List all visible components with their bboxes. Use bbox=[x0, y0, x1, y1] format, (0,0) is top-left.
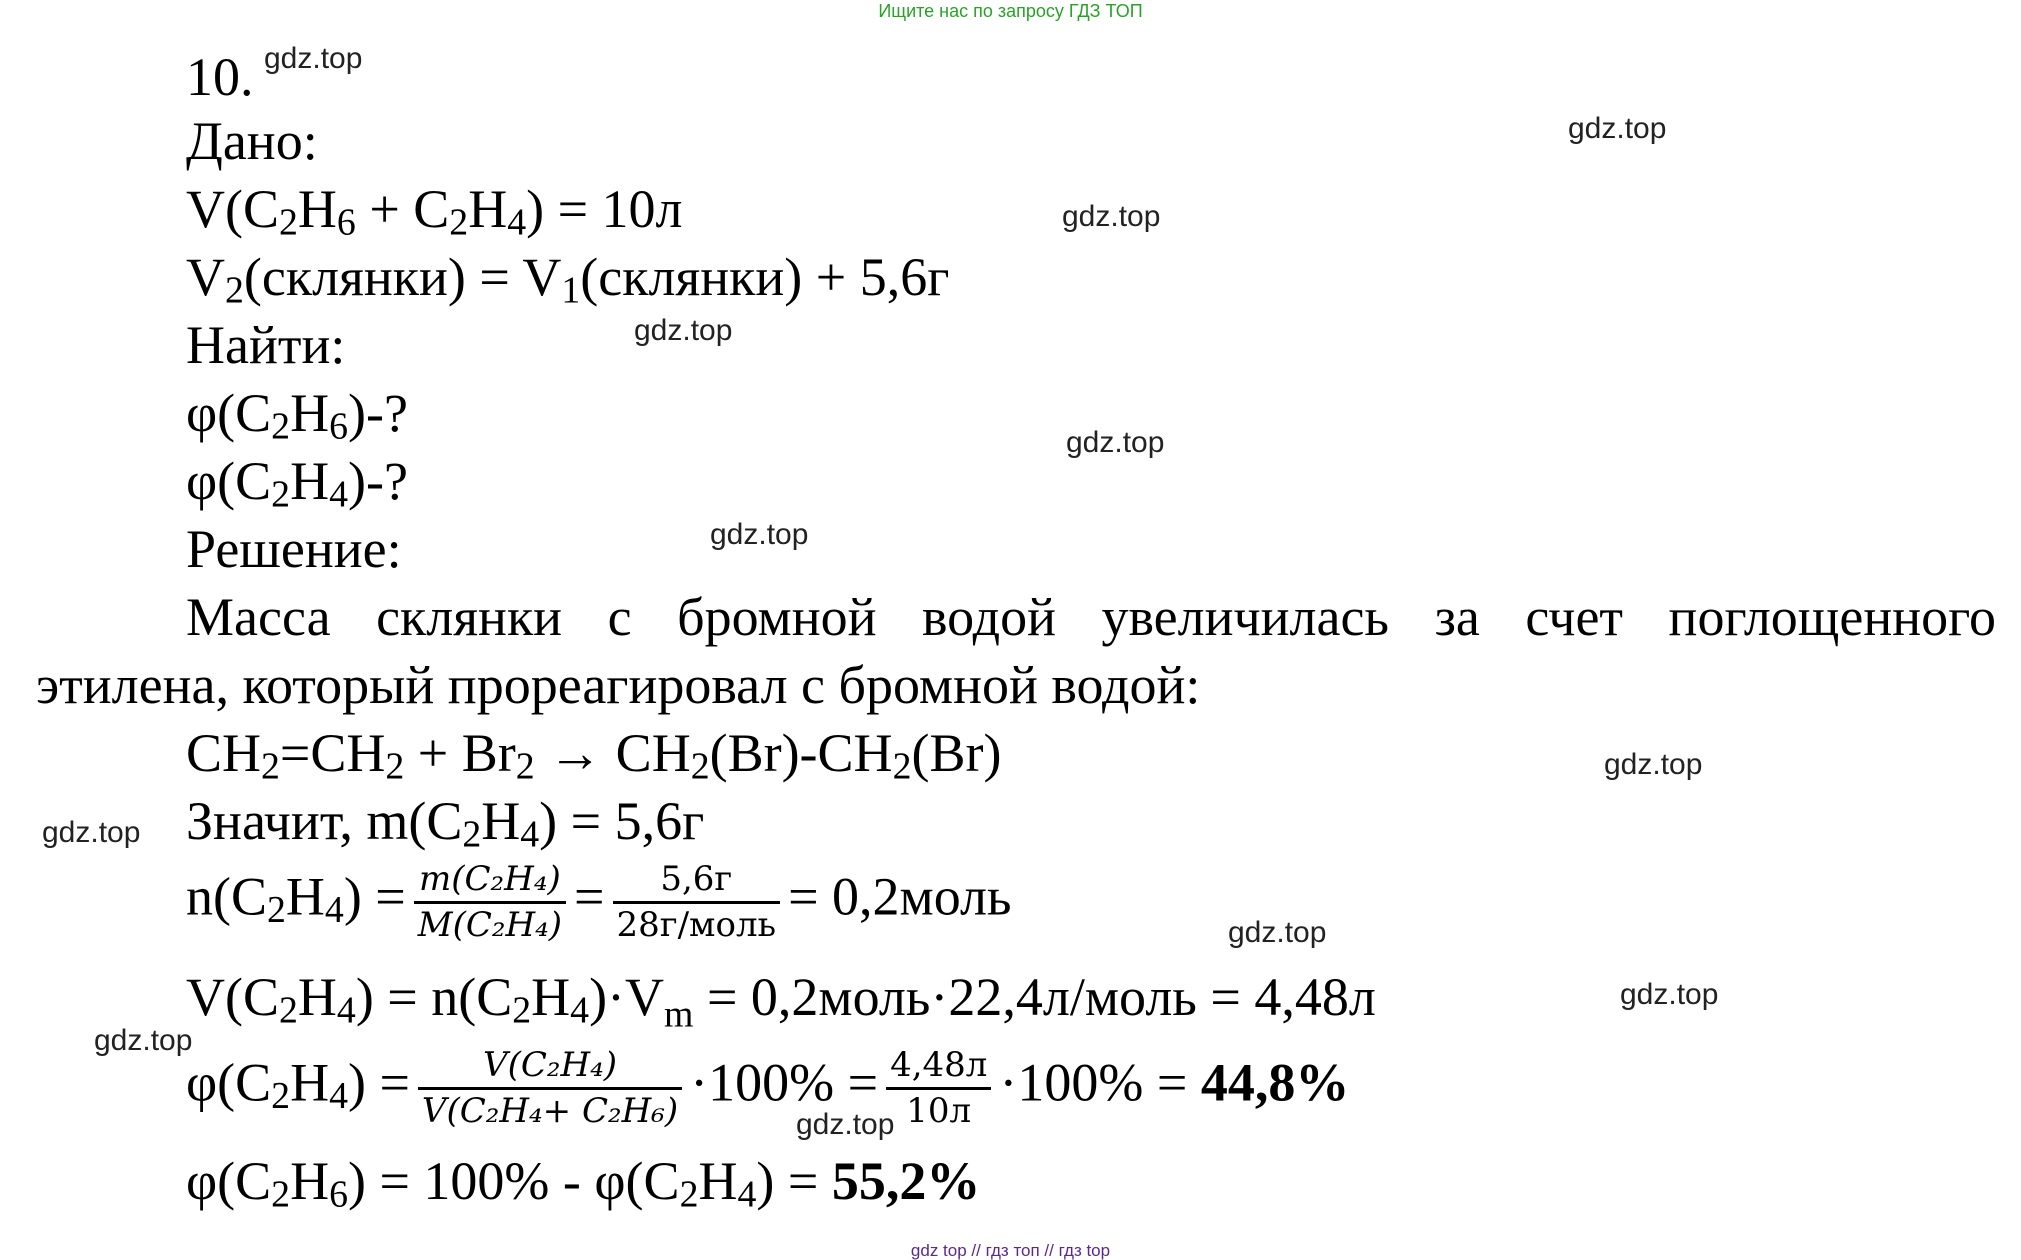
text: V(C bbox=[186, 179, 279, 239]
text: ) = bbox=[347, 1052, 410, 1113]
watermark: gdz.top bbox=[1066, 426, 1165, 459]
subscript: 2 bbox=[225, 269, 244, 312]
numerator: 5,6г bbox=[613, 858, 781, 904]
text: + Br bbox=[404, 723, 516, 783]
text: V(C bbox=[186, 967, 279, 1027]
footer-links[interactable]: gdz top // гдз топ // гдз top bbox=[910, 1241, 1111, 1260]
subscript: 2 bbox=[385, 745, 405, 788]
mass-line bbox=[186, 791, 705, 856]
subscript: 2 bbox=[271, 405, 291, 448]
given-mass-line bbox=[186, 247, 950, 312]
text: φ(C bbox=[186, 383, 272, 443]
fraction-values bbox=[613, 858, 781, 946]
watermark: gdz.top bbox=[1228, 916, 1327, 949]
subscript: 4 bbox=[507, 201, 527, 244]
text: ) = bbox=[756, 1151, 819, 1211]
text: CH bbox=[186, 723, 262, 783]
watermark: gdz.top bbox=[710, 518, 809, 551]
subscript: 4 bbox=[329, 473, 348, 516]
search-hint-link[interactable]: Ищите нас по запросу ГДЗ ТОП bbox=[878, 1, 1143, 21]
text: → CH bbox=[534, 723, 691, 783]
text: )-? bbox=[347, 383, 408, 443]
text: H bbox=[285, 866, 325, 927]
problem-number bbox=[186, 47, 254, 107]
text: H bbox=[531, 967, 571, 1027]
text: H bbox=[290, 451, 330, 511]
text: )·V bbox=[589, 967, 665, 1027]
text: = 0,2моль bbox=[788, 866, 1012, 927]
text: H bbox=[290, 1151, 330, 1211]
moles-line bbox=[186, 858, 1012, 946]
text: ·100% = bbox=[690, 1052, 879, 1113]
text: H bbox=[297, 179, 337, 239]
denominator: V(C₂H₄+ C₂H₆) bbox=[421, 1090, 679, 1131]
subscript: 2 bbox=[679, 1173, 699, 1216]
phi-ethylene-line bbox=[186, 1044, 1349, 1132]
problem-number-text: 10. bbox=[186, 47, 254, 107]
text: ) = 100% - φ(C bbox=[347, 1151, 680, 1211]
numerator: V(C₂H₄) bbox=[418, 1044, 682, 1090]
watermark: gdz.top bbox=[634, 314, 733, 347]
subscript: 4 bbox=[737, 1173, 757, 1216]
numerator: 4,48л bbox=[886, 1044, 991, 1090]
text: φ(C bbox=[186, 1151, 272, 1211]
subscript: 2 bbox=[449, 201, 469, 244]
denominator: 28г/моль bbox=[616, 904, 777, 945]
word: за bbox=[1434, 587, 1480, 647]
phi-ethane-line bbox=[186, 1151, 981, 1216]
denominator: 10л bbox=[906, 1090, 972, 1131]
text: =CH bbox=[279, 723, 386, 783]
text: ) = 5,6г bbox=[539, 791, 705, 851]
subscript: 2 bbox=[271, 1173, 291, 1216]
result-ethylene: 44,8% bbox=[1200, 1052, 1350, 1113]
text: (склянки) + 5,6г bbox=[580, 247, 950, 307]
fraction-m-over-M bbox=[414, 858, 566, 946]
text: (Br) bbox=[911, 723, 1002, 783]
text: H bbox=[290, 383, 330, 443]
word: с bbox=[607, 587, 632, 647]
text: H bbox=[297, 967, 337, 1027]
solution-paragraph-line1 bbox=[186, 587, 1996, 647]
result-ethane: 55,2% bbox=[831, 1151, 981, 1211]
text: ) = n(C bbox=[355, 967, 513, 1027]
word: склянки bbox=[376, 587, 563, 647]
watermark: gdz.top bbox=[1568, 112, 1667, 145]
reaction-equation bbox=[186, 723, 1002, 788]
word: поглощенного bbox=[1668, 587, 1996, 647]
denominator: M(C₂H₄) bbox=[417, 904, 563, 945]
text: φ(C bbox=[186, 1052, 272, 1113]
find-ethane-line bbox=[186, 383, 408, 448]
text: )-? bbox=[347, 451, 408, 511]
given-label: Дано: bbox=[186, 111, 318, 171]
solution-paragraph-line2: этилена, который прореагировал с бромной водой: bbox=[36, 655, 1201, 715]
word: водой bbox=[922, 587, 1056, 647]
text: = 0,2моль·22,4л/моль = 4,48л bbox=[693, 967, 1376, 1027]
subscript: m bbox=[664, 993, 694, 1036]
subscript: 6 bbox=[329, 1173, 348, 1216]
fraction-volume-ratio bbox=[418, 1044, 682, 1132]
text: ) = bbox=[343, 866, 406, 927]
subscript: 6 bbox=[329, 405, 348, 448]
subscript: 4 bbox=[520, 813, 540, 856]
volume-line bbox=[186, 967, 1376, 1036]
numerator: m(C₂H₄) bbox=[414, 858, 566, 904]
watermark: gdz.top bbox=[796, 1108, 895, 1141]
subscript: 2 bbox=[690, 745, 710, 788]
solution-label: Решение: bbox=[186, 519, 402, 579]
text: n(C bbox=[186, 866, 267, 927]
text: φ(C bbox=[186, 451, 272, 511]
subscript: 4 bbox=[570, 989, 590, 1032]
text: H bbox=[290, 1052, 330, 1113]
subscript: 2 bbox=[271, 473, 291, 516]
word: Масса bbox=[186, 587, 331, 647]
text: H bbox=[481, 791, 521, 851]
fraction-values bbox=[886, 1044, 991, 1132]
subscript: 4 bbox=[329, 1074, 348, 1117]
text: H bbox=[468, 179, 508, 239]
subscript: 4 bbox=[336, 989, 356, 1032]
subscript: 6 bbox=[336, 201, 356, 244]
text: (Br)-CH bbox=[709, 723, 893, 783]
subscript: 2 bbox=[462, 813, 482, 856]
subscript: 2 bbox=[279, 989, 298, 1032]
watermark: gdz.top bbox=[94, 1024, 193, 1057]
subscript: 2 bbox=[267, 888, 286, 931]
text: V bbox=[186, 247, 225, 307]
text: H bbox=[698, 1151, 738, 1211]
text: ·100% = bbox=[999, 1052, 1188, 1113]
subscript: 2 bbox=[892, 745, 912, 788]
watermark: gdz.top bbox=[1062, 200, 1161, 233]
watermark: gdz.top bbox=[42, 816, 141, 849]
watermark: gdz.top bbox=[1620, 978, 1719, 1011]
word: бромной bbox=[677, 587, 877, 647]
find-label: Найти: bbox=[186, 315, 346, 375]
find-ethylene-line bbox=[186, 451, 408, 516]
subscript: 2 bbox=[512, 989, 532, 1032]
subscript: 2 bbox=[515, 745, 535, 788]
watermark: gdz.top bbox=[264, 42, 363, 75]
subscript: 4 bbox=[324, 888, 344, 931]
watermark: gdz.top bbox=[1604, 748, 1703, 781]
given-volume-line bbox=[186, 179, 683, 244]
text: + C bbox=[355, 179, 450, 239]
word: счет bbox=[1525, 587, 1624, 647]
subscript: 2 bbox=[279, 201, 298, 244]
text: (склянки) = V bbox=[243, 247, 562, 307]
subscript: 1 bbox=[561, 269, 581, 312]
subscript: 2 bbox=[271, 1074, 291, 1117]
word: увеличилась bbox=[1101, 587, 1390, 647]
subscript: 2 bbox=[261, 745, 280, 788]
text: Значит, m(C bbox=[186, 791, 463, 851]
text: ) = 10л bbox=[526, 179, 683, 239]
text: = bbox=[574, 866, 605, 927]
